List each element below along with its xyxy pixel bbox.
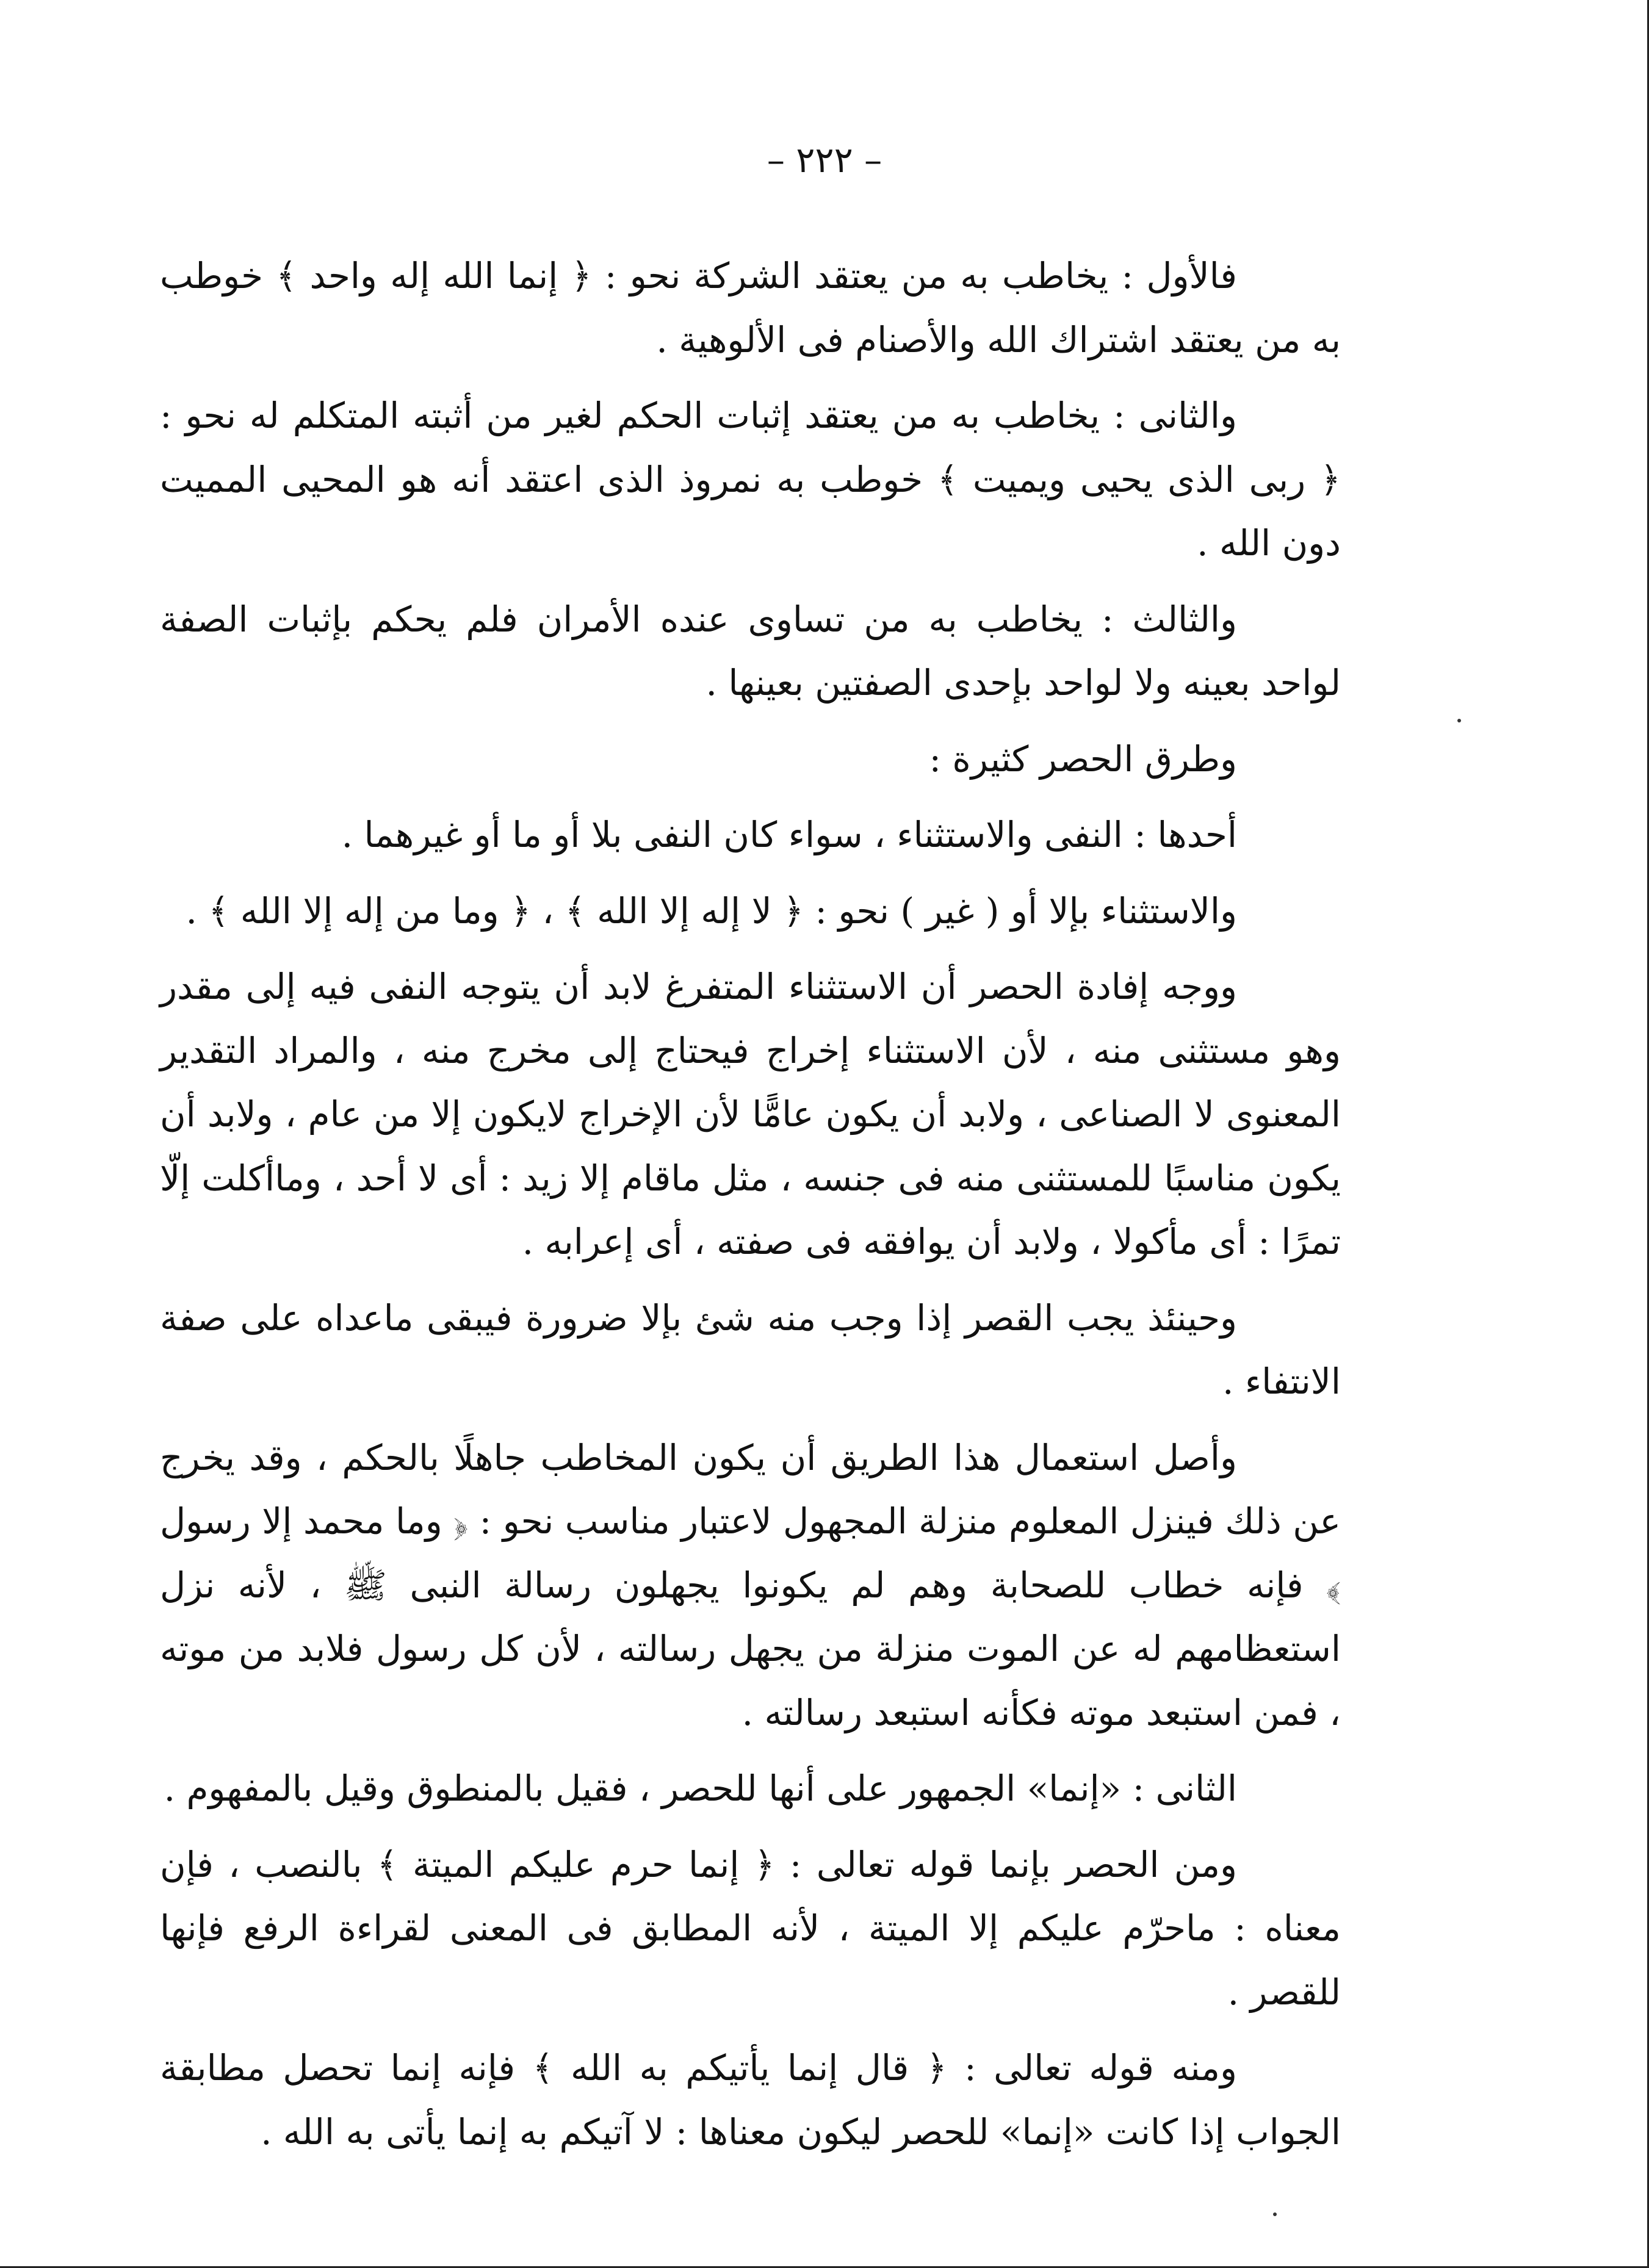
paragraph-restriction-consequence: وحينئذ يجب القصر إذا وجب منه شئ بإلا ضرورة فيبقى ماعداه على صفة الانتفاء . [160,1297,1341,1402]
page-number: – ٢٢٢ – [767,139,882,181]
paragraph-method-two: الثانى : «إنما» الجمهور على أنها للحصر ، فقيل بالمنطوق وقيل بالمفهوم . [164,1768,1237,1809]
paragraph-first-type: فالأول : يخاطب به من يعتقد الشركة نحو : ﴿ إنما الله إله واحد ﴾ خوطب به من يعتقد اشتراك الله والأصنام فى الألوهية . [160,255,1341,361]
paragraph-second-type: والثانى : يخاطب به من يعتقد إثبات الحكم لغير من أثبته المتكلم له نحو : ﴿ ربى الذى يحيى ويميت ﴾ خوطب به نمروذ الذى اعتقد أنه هو المحيى المميت دون الله . [160,395,1341,564]
paragraph-methods-heading: وطرق الحصر كثيرة : [929,738,1237,780]
scan-speck [1457,719,1461,722]
paragraph-restriction-reason: ووجه إفادة الحصر أن الاستثناء المتفرغ لابد أن يتوجه النفى فيه إلى مقدر وهو مستثنى منه ، لأن الاستثناء إخراج فيحتاج إلى مخرج منه ، والمراد التقدير المعنوى لا الصناعى ، ولابد أن يكون عامًّا لأن الإخراج لايكون إلا من عام ، ولابد أن يكون مناسبًا للمستثنى منه فى جنسه ، مثل ماقام إلا زيد : أى لا أحد ، وماأكلت إلّا تمرًا : أى مأكولا ، ولابد أن يوافقه فى صفته ، أى إعرابه . [160,966,1341,1262]
paragraph-method-one: أحدها : النفى والاستثناء ، سواء كان النفى بلا أو ما أو غيرهما . [341,814,1237,855]
paragraph-exception-example: والاستثناء بإلا أو ( غير ) نحو : ﴿ لا إله إلا الله ﴾ ، ﴿ وما من إله إلا الله ﴾ . [186,890,1237,932]
scan-speck [1273,2212,1277,2216]
paragraph-method-usage: وأصل استعمال هذا الطريق أن يكون المخاطب جاهلًا بالحكم ، وقد يخرج عن ذلك فينزل المعلوم منزلة المجهول لاعتبار مناسب نحو : ﴿ وما محمد إلا رسول ﴾ فإنه خطاب للصحابة وهم لم يكونوا يجهلون رسالة النبى ﷺ ، لأنه نزل استعظامهم له عن الموت منزلة من يجهل رسالته ، لأن كل رسول فلابد من موته ، فمن استبعد موته فكأنه استبعد رسالته . [160,1436,1341,1733]
paragraph-innama-example: ومن الحصر بإنما قوله تعالى : ﴿ إنما حرم عليكم الميتة ﴾ بالنصب ، فإن معناه : ماحرّم عليكم إلا الميتة ، لأنه المطابق فى المعنى لقراءة الرفع فإنها للقصر . [160,1843,1341,2013]
paragraph-innama-answer: ومنه قوله تعالى : ﴿ قال إنما يأتيكم به الله ﴾ فإنه إنما تحصل مطابقة الجواب إذا كانت «إنما» للحصر ليكون معناها : لا آتيكم به إنما يأتى به الله . [160,2047,1341,2153]
page-body [160,244,1341,2176]
paragraph-third-type: والثالث : يخاطب به من تساوى عنده الأمران فلم يحكم بإثبات الصفة لواحد بعينه ولا لواحد بإحدى الصفتين بعينها . [160,598,1341,704]
